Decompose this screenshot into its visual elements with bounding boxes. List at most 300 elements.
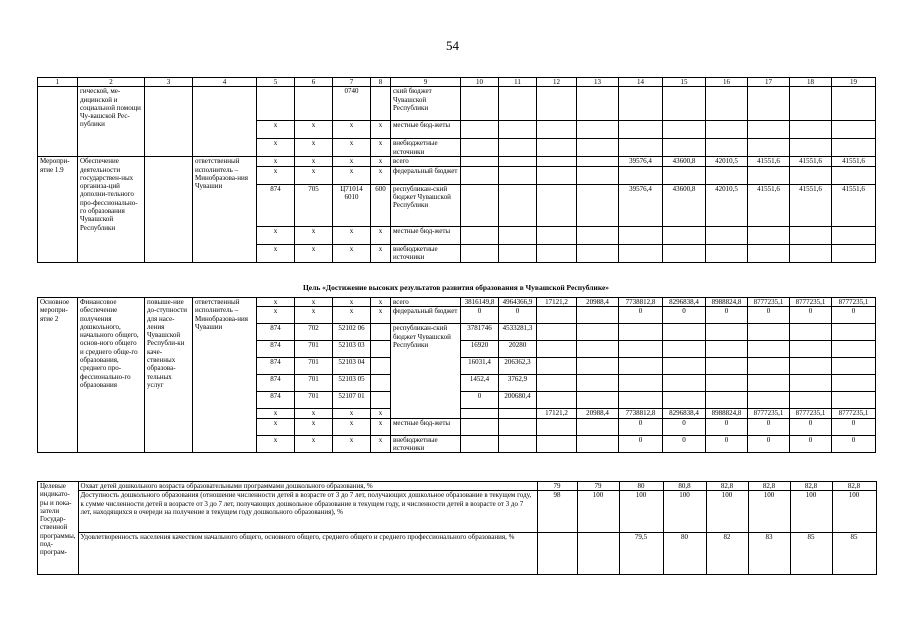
indicators-table [37,481,877,575]
table-cell: x [333,418,371,435]
value-cell: 100 [790,491,832,533]
table-cell [663,139,706,157]
table-cell: 702 [295,324,333,341]
value-cell: 80 [663,533,706,575]
table-cell [461,139,499,157]
value-cell: 100 [619,491,663,533]
table-cell [537,244,577,262]
table-cell [832,341,876,358]
table-cell [706,139,748,157]
table-cell [577,139,619,157]
table-cell [461,184,499,226]
table-cell [499,244,537,262]
table-cell: 52107 01 [333,392,371,409]
col-header: 4 [193,78,257,87]
table-cell [663,341,706,358]
table-cell [832,226,876,244]
value-cell: 82,8 [790,482,832,491]
table-cell [748,121,790,139]
value-cell: 8777235,1 [748,298,790,307]
table-cell [577,341,619,358]
table-cell: x [333,157,371,166]
table-cell [499,435,537,453]
table-cell [706,121,748,139]
table-cell [577,184,619,226]
table-cell [706,358,748,375]
table-cell: x [371,418,391,435]
value-cell [577,533,619,575]
value-cell: 20280 [499,341,537,358]
table-cell [537,341,577,358]
table-cell [577,121,619,139]
col-header: 17 [748,78,790,87]
table-cell [577,226,619,244]
table-cell [619,87,663,121]
table-cell: x [257,418,295,435]
col-header: 9 [391,78,461,87]
table-cell: 874 [257,341,295,358]
value-cell: 0 [832,418,876,435]
table-cell [499,139,537,157]
table-cell: федеральный бюджет [391,307,461,324]
table-cell [663,244,706,262]
value-cell: 7738812,8 [619,298,663,307]
value-cell: 16031,4 [461,358,499,375]
table-cell [619,341,663,358]
measure-name-cell: Обеспечение деятельности государствен-ных организа-ций дополни-тельного про-фессионально-го образования Чувашской Республики [78,157,145,262]
table-cell: x [295,307,333,324]
measure-id-cell: Основное меропри-ятие 2 [38,298,78,453]
table-cell [748,226,790,244]
table-cell [537,139,577,157]
column-number-header [38,78,876,87]
value-cell: 43600,8 [663,157,706,166]
value-cell: 0 [748,418,790,435]
value-cell: 0 [619,418,663,435]
value-cell: 41551,6 [832,157,876,166]
value-cell: 0 [706,418,748,435]
table-cell: местные бюд-жеты [391,121,461,139]
value-cell: 0 [461,307,499,324]
table-cell: x [333,166,371,184]
table-cell [663,324,706,341]
table-cell: внебюджетные источники [391,244,461,262]
table-row [38,482,877,491]
table-cell: x [295,226,333,244]
table-cell [537,324,577,341]
value-cell: 42010,5 [706,157,748,166]
table-cell: x [371,244,391,262]
value-cell: 0 [663,435,706,453]
table-cell [706,87,748,121]
value-cell: 8777235,1 [748,409,790,418]
value-cell: 79 [537,482,577,491]
table-cell [295,87,333,121]
table-cell [619,139,663,157]
table-cell [537,418,577,435]
table-cell: x [371,435,391,453]
value-cell: 17121,2 [537,298,577,307]
table-cell: ский бюджет Чувашской Республики [391,87,461,121]
table-row [38,298,876,307]
value-cell: 41551,6 [748,157,790,166]
table-cell [577,435,619,453]
table-cell [832,244,876,262]
table-cell [748,392,790,409]
table-cell [706,392,748,409]
value-cell: 41551,6 [790,157,832,166]
table-cell [499,166,537,184]
table-cell: 52103 03 [333,341,371,358]
table-cell: x [333,409,371,418]
table-cell [619,166,663,184]
value-cell: 82,8 [748,482,790,491]
value-cell: 0 [663,418,706,435]
table-cell: x [257,139,295,157]
table-cell [663,87,706,121]
table-cell: x [295,298,333,307]
table-cell [499,87,537,121]
indicator-text: Доступность дошкольного образования (отношение численности детей в возрасте от 3 до 7 лет, получающих дошкольное образование в текущем году, к сумме численности детей в возрасте от 3 до 7 лет, получающих дошкольное образование в текущем году, и численности детей в возрасте от 3 до 7 лет, находящихся в очереди на получение в текущем году дошкольного образования), % [78,491,537,533]
value-cell: 98 [537,491,577,533]
table-cell [371,87,391,121]
table-cell [537,157,577,166]
col-header: 11 [499,78,537,87]
table-cell: x [295,418,333,435]
value-cell: 8988824,8 [706,409,748,418]
table-cell [577,307,619,324]
value-cell: 85 [832,533,876,575]
value-cell: 100 [748,491,790,533]
table-cell [537,392,577,409]
value-cell: 0 [832,307,876,324]
value-cell: 42010,5 [706,184,748,226]
table-cell: x [333,298,371,307]
table-cell: республикан-ский бюджет Чувашской Республики [391,184,461,226]
table-cell [790,358,832,375]
executor-cell: ответственный исполнитель – Минобразова-ния Чувашии [193,157,257,262]
table-cell: всего [391,298,461,307]
table-cell [706,226,748,244]
table-cell [832,392,876,409]
table-cell [663,392,706,409]
table-cell [663,375,706,392]
table-cell [537,184,577,226]
col-header: 6 [295,78,333,87]
table-cell: x [257,298,295,307]
col-header: 5 [257,78,295,87]
table-cell [706,375,748,392]
table-row [38,491,877,533]
measure-id-cell: Меропри-ятие 1.9 [38,157,78,262]
table-cell: 874 [257,392,295,409]
col-header: 8 [371,78,391,87]
table-cell: x [257,307,295,324]
table-cell [619,324,663,341]
value-cell: 0 [461,392,499,409]
table-cell: 52103 05 [333,375,371,392]
table-cell [461,157,499,166]
table-cell [790,226,832,244]
value-cell: 17121,2 [537,409,577,418]
table-cell: x [371,307,391,324]
col-header: 13 [577,78,619,87]
col-header: 7 [333,78,371,87]
value-cell: 0 [790,418,832,435]
indicator-text: Удовлетворенность населения качеством начального общего, основного общего, среднего общего и среднего профессионального образования, % [78,533,537,575]
table-cell [748,244,790,262]
value-cell: 79 [577,482,619,491]
indicator-text: Охват детей дошкольного возраста образовательными программами дошкольного образования, % [78,482,537,491]
table-cell [832,87,876,121]
value-cell: 1452,4 [461,375,499,392]
table-cell [706,166,748,184]
table-cell [577,87,619,121]
table-cell [832,324,876,341]
value-cell: 200680,4 [499,392,537,409]
value-cell: 100 [832,491,876,533]
table-cell: 52102 06 [333,324,371,341]
table-cell: x [333,121,371,139]
budget-table-part-2 [37,297,876,453]
table-cell: 701 [295,392,333,409]
table-cell [499,184,537,226]
table-cell: Ц71014 6010 [333,184,371,226]
table-cell [790,139,832,157]
table-cell: 701 [295,358,333,375]
table-cell [461,226,499,244]
value-cell: 43600,8 [663,184,706,226]
table-cell: 701 [295,375,333,392]
value-cell: 4964366,9 [499,298,537,307]
table-cell [499,157,537,166]
table-cell: федеральный бюджет [391,166,461,184]
value-cell: 0 [790,307,832,324]
table-cell [619,392,663,409]
measure-name-cell: гической, ме-дицинской и социальной помощи Чу-вашской Рес-публики [78,87,145,157]
table-cell: x [371,409,391,418]
table-cell [461,121,499,139]
table-cell: x [371,157,391,166]
table-cell: x [333,244,371,262]
table-cell: 874 [257,324,295,341]
measure-name-cell: Финансовое обеспечение получения дошкольного, начального общего, основ-ного общего и среднего обще-го образования, среднего про-фессионально-го образования [78,298,145,453]
table-cell [577,244,619,262]
table-cell [371,375,391,392]
value-cell: 8777235,1 [790,409,832,418]
table-cell [537,358,577,375]
table-cell: x [371,139,391,157]
col-header: 14 [619,78,663,87]
table-cell: x [257,244,295,262]
col-header: 15 [663,78,706,87]
table-cell: 600 [371,184,391,226]
table-row [38,533,877,575]
table-cell [619,358,663,375]
table-row [38,87,876,121]
table-cell [371,358,391,375]
table-cell [499,121,537,139]
table-cell [706,341,748,358]
table-cell: x [333,139,371,157]
budget-table-part-1 [37,77,876,263]
table-cell: внебюджетные источники [391,435,461,453]
col-header: 3 [145,78,193,87]
value-cell: 39576,4 [619,157,663,166]
value-cell: 8777235,1 [832,409,876,418]
table-cell [371,324,391,341]
table-cell [38,87,78,157]
goal-heading: Цель «Достижение высоких результатов развития образования в Чувашской Республике» [302,283,610,292]
value-cell: 39576,4 [619,184,663,226]
table-cell: x [257,435,295,453]
table-cell [832,139,876,157]
table-cell: x [333,226,371,244]
table-cell: внебюджетные источники [391,139,461,157]
value-cell: 206362,3 [499,358,537,375]
value-cell: 41551,6 [790,184,832,226]
col-header: 12 [537,78,577,87]
col-header: 16 [706,78,748,87]
value-cell: 20988,4 [577,409,619,418]
table-cell [748,341,790,358]
table-cell [706,324,748,341]
table-cell [577,418,619,435]
table-cell: республикан-ский бюджет Чувашской Республики [391,324,461,418]
table-cell [790,166,832,184]
table-cell: x [333,307,371,324]
table-cell [748,87,790,121]
value-cell: 20988,4 [577,298,619,307]
table-cell: x [371,298,391,307]
table-cell: x [295,121,333,139]
table-cell [577,157,619,166]
value-cell: 41551,6 [748,184,790,226]
table-cell: x [257,121,295,139]
table-cell [461,435,499,453]
table-cell [537,307,577,324]
value-cell: 83 [748,533,790,575]
value-cell: 82,8 [832,482,876,491]
table-cell: x [371,226,391,244]
table-cell: x [333,435,371,453]
value-cell: 0 [499,307,537,324]
value-cell: 80 [619,482,663,491]
table-cell [706,244,748,262]
table-cell [461,87,499,121]
table-cell [790,244,832,262]
table-cell [257,87,295,121]
table-cell [537,87,577,121]
col-header: 10 [461,78,499,87]
expected-result-cell: повыше-ние до-ступности для насе-ления Чувашской Республи-ки каче-ственных образова-тельных услуг [145,298,193,453]
table-cell [790,375,832,392]
table-cell: x [257,157,295,166]
table-cell [748,166,790,184]
table-cell [499,418,537,435]
col-header: 19 [832,78,876,87]
col-header: 1 [38,78,78,87]
executor-cell: ответственный исполнитель – Минобразова-ния Чувашии [193,298,257,453]
table-cell: местные бюд-жеты [391,226,461,244]
table-cell [577,392,619,409]
value-cell: 7738812,8 [619,409,663,418]
value-cell: 4533281,3 [499,324,537,341]
table-cell: 705 [295,184,333,226]
value-cell: 100 [706,491,748,533]
value-cell: 82,8 [706,482,748,491]
table-cell [748,139,790,157]
table-cell [371,392,391,409]
table-cell [461,244,499,262]
value-cell: 3781746 [461,324,499,341]
value-cell: 3762,9 [499,375,537,392]
table-cell [790,392,832,409]
table-cell [537,226,577,244]
table-cell: x [295,244,333,262]
table-cell: x [295,435,333,453]
table-cell [619,121,663,139]
table-cell: местные бюд-жеты [391,418,461,435]
table-cell [663,121,706,139]
page-number: 54 [446,38,459,53]
value-cell: 8988824,8 [706,298,748,307]
value-cell: 85 [790,533,832,575]
table-cell [145,87,193,157]
col-header: 18 [790,78,832,87]
value-cell: 8777235,1 [832,298,876,307]
table-cell [663,166,706,184]
table-cell [619,226,663,244]
table-cell [461,166,499,184]
table-cell [790,324,832,341]
table-cell [499,409,537,418]
value-cell: 3816149,8 [461,298,499,307]
value-cell: 79,5 [619,533,663,575]
value-cell: 41551,6 [832,184,876,226]
value-cell: 0 [706,435,748,453]
table-cell [748,358,790,375]
table-cell: x [257,409,295,418]
value-cell: 100 [663,491,706,533]
table-cell: x [295,157,333,166]
table-cell: x [295,166,333,184]
value-cell: 8296838,4 [663,298,706,307]
table-cell: x [295,409,333,418]
value-cell: 0 [832,435,876,453]
value-cell: 0 [619,435,663,453]
table-cell [748,375,790,392]
table-cell: x [257,226,295,244]
table-cell: x [295,139,333,157]
table-cell [790,341,832,358]
table-cell [832,121,876,139]
value-cell: 0 [619,307,663,324]
table-cell: 701 [295,341,333,358]
table-row [38,157,876,166]
table-cell [577,324,619,341]
table-cell [663,358,706,375]
value-cell: 16920 [461,341,499,358]
table-cell [619,244,663,262]
table-cell [461,409,499,418]
value-cell: 100 [577,491,619,533]
table-cell: 874 [257,358,295,375]
table-cell [832,166,876,184]
table-cell: x [371,166,391,184]
table-cell [577,375,619,392]
table-cell [537,435,577,453]
